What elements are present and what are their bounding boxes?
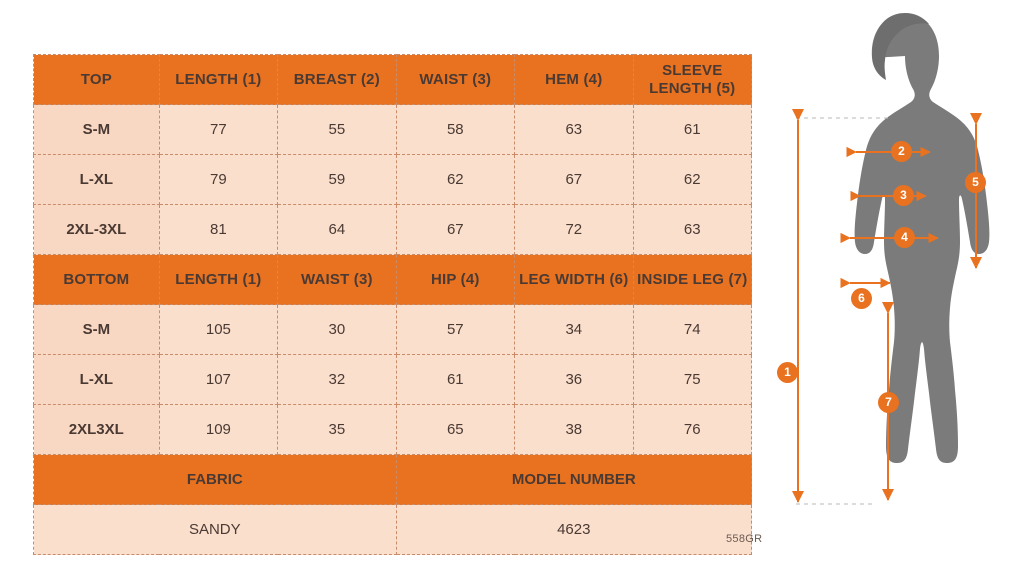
cell-bottom-l-xl-inside-leg: 75 (633, 355, 751, 405)
product-code-label: 558GR (726, 533, 763, 545)
cell-bottom-l-xl-waist: 32 (278, 355, 396, 405)
table-footer-header-row (34, 455, 752, 505)
cell-top-s-m-length: 77 (159, 105, 277, 155)
cell-top-2xl-3xl-hem: 72 (515, 205, 633, 255)
size-chart (33, 54, 752, 555)
table-row (34, 405, 752, 455)
cell-top-s-m-breast: 55 (278, 105, 396, 155)
table-row (34, 305, 752, 355)
cell-top-2xl-3xl-breast: 64 (278, 205, 396, 255)
column-header-top: TOP (34, 55, 160, 105)
cell-bottom-l-xl-length: 107 (159, 355, 277, 405)
cell-top-2xl-3xl-sleeve: 63 (633, 205, 751, 255)
cell-bottom-l-xl-hip: 61 (396, 355, 514, 405)
column-header-bottom-hip: HIP (4) (396, 255, 514, 305)
cell-top-l-xl-length: 79 (159, 155, 277, 205)
cell-top-s-m-sleeve: 61 (633, 105, 751, 155)
table-row (34, 105, 752, 155)
column-header-top-breast: BREAST (2) (278, 55, 396, 105)
cell-top-2xl-3xl-length: 81 (159, 205, 277, 255)
cell-bottom-2xl-3xl-length: 109 (159, 405, 277, 455)
column-header-bottom-leg-width: LEG WIDTH (6) (515, 255, 633, 305)
size-chart-table (33, 54, 752, 555)
table-row (34, 205, 752, 255)
row-label-bottom-s-m: S-M (34, 305, 160, 355)
cell-bottom-s-m-hip: 57 (396, 305, 514, 355)
fabric-value: SANDY (34, 505, 397, 555)
model-number-header: MODEL NUMBER (396, 455, 751, 505)
table-row (34, 355, 752, 405)
column-header-bottom-length: LENGTH (1) (159, 255, 277, 305)
cell-top-l-xl-breast: 59 (278, 155, 396, 205)
cell-top-l-xl-waist: 62 (396, 155, 514, 205)
badge-3: 3 (893, 185, 914, 206)
cell-bottom-l-xl-leg-width: 36 (515, 355, 633, 405)
badge-6: 6 (851, 288, 872, 309)
cell-top-s-m-hem: 63 (515, 105, 633, 155)
cell-top-l-xl-hem: 67 (515, 155, 633, 205)
cell-bottom-2xl-3xl-leg-width: 38 (515, 405, 633, 455)
badge-7: 7 (878, 392, 899, 413)
cell-bottom-s-m-waist: 30 (278, 305, 396, 355)
badge-2: 2 (891, 141, 912, 162)
column-header-bottom-inside-leg: INSIDE LEG (7) (633, 255, 751, 305)
badge-1: 1 (777, 362, 798, 383)
cell-bottom-s-m-length: 105 (159, 305, 277, 355)
table-header-row-bottom (34, 255, 752, 305)
column-header-bottom: BOTTOM (34, 255, 160, 305)
column-header-top-hem: HEM (4) (515, 55, 633, 105)
row-label-top-2xl-3xl: 2XL-3XL (34, 205, 160, 255)
cell-bottom-2xl-3xl-waist: 35 (278, 405, 396, 455)
model-number-value: 4623 (396, 505, 751, 555)
table-header-row-top (34, 55, 752, 105)
table-footer-value-row (34, 505, 752, 555)
cell-bottom-s-m-leg-width: 34 (515, 305, 633, 355)
cell-top-s-m-waist: 58 (396, 105, 514, 155)
column-header-top-sleeve-length: SLEEVE LENGTH (5) (633, 55, 751, 105)
cell-bottom-s-m-inside-leg: 74 (633, 305, 751, 355)
row-label-top-l-xl: L-XL (34, 155, 160, 205)
column-header-bottom-waist: WAIST (3) (278, 255, 396, 305)
column-header-top-waist: WAIST (3) (396, 55, 514, 105)
cell-bottom-2xl-3xl-hip: 65 (396, 405, 514, 455)
cell-top-2xl-3xl-waist: 67 (396, 205, 514, 255)
row-label-top-s-m: S-M (34, 105, 160, 155)
column-header-top-length: LENGTH (1) (159, 55, 277, 105)
table-row (34, 155, 752, 205)
row-label-bottom-l-xl: L-XL (34, 355, 160, 405)
badge-5: 5 (965, 172, 986, 193)
cell-top-l-xl-sleeve: 62 (633, 155, 751, 205)
measurement-figure (760, 0, 1024, 575)
fabric-header: FABRIC (34, 455, 397, 505)
badge-4: 4 (894, 227, 915, 248)
cell-bottom-2xl-3xl-inside-leg: 76 (633, 405, 751, 455)
female-silhouette-diagram (760, 0, 1024, 575)
row-label-bottom-2xl-3xl: 2XL3XL (34, 405, 160, 455)
